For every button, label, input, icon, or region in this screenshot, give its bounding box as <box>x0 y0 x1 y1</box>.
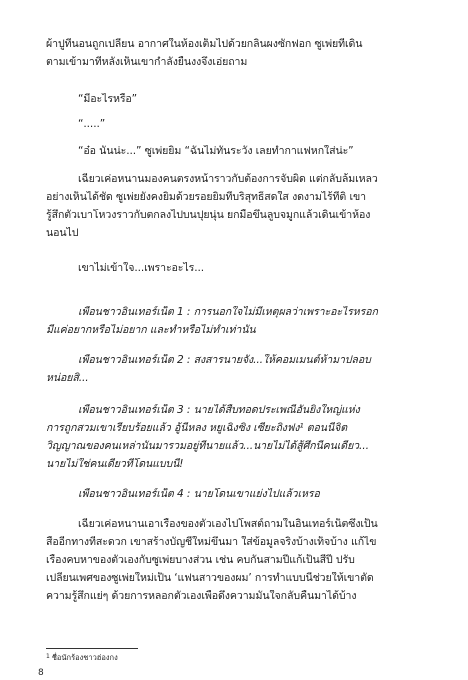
netizen-comment-line: นายไม่ใช่คนเดียวที่โดนแบบนี้! <box>46 458 184 470</box>
text-line: เฉียวเค่อหนานเอาเรื่องของตัวเองไปโพสต์ถามในอินเทอร์เน็ตซึ่งเป็น <box>78 518 378 530</box>
footnote-text: ชื่อนักร้องชาวฮ่องกง <box>51 653 118 662</box>
text-line: เขาไม่เข้าใจ...เพราะอะไร... <box>78 262 205 274</box>
netizen-comment-line: เพื่อนชาวอินเทอร์เน็ต 3 : นายได้สืบทอดประเพณีอันยิ่งใหญ่แห่ง <box>78 404 360 416</box>
text-line: อย่างเห็นได้ชัด ซูเพ่ยยังคงยิ้มด้วยรอยยิ้มที่บริสุทธิ์สดใส งดงามไร้ที่ติ เขา <box>46 191 366 203</box>
footnote-divider <box>46 648 138 649</box>
dialogue-line: “มีอะไรหรือ” <box>78 93 138 105</box>
netizen-comment-line: วิญญาณของคนเหล่านั้นมารวมอยู่ที่นายแล้ว...นายไม่ได้สู้ศึกนี้คนเดียว... <box>46 440 369 452</box>
netizen-comment-line: เพื่อนชาวอินเทอร์เน็ต 1 : การนอกใจไม่มีเหตุผลว่าเพราะอะไรหรอก <box>78 306 378 318</box>
text-line: ผ้าปูที่นอนถูกเปลี่ยน อากาศในห้องเต็มไปด้วยกลิ่นผงซักฟอก ซูเพ่ยที่เดิน <box>46 38 363 50</box>
text-line: ความรู้สึกแย่ๆ ด้วยการหลอกตัวเองเพื่อดึงความมั่นใจกลับคืนมาได้บ้าง <box>46 590 357 602</box>
footnote-marker: 1 <box>46 653 50 660</box>
text-line: นอนไป <box>46 227 79 239</box>
netizen-comment-line: มีแค่อยากหรือไม่อยาก และทำหรือไม่ทำเท่านั้น <box>46 324 256 336</box>
text-line: เปลี่ยนเพศของซูเพ่ยใหม่เป็น ‘แฟนสาวของผม’ การทำแบบนี้ช่วยให้เขาตัด <box>46 572 374 584</box>
netizen-comment-line: หน่อยสิ... <box>46 372 89 384</box>
netizen-comment-line: เพื่อนชาวอินเทอร์เน็ต 2 : สงสารนายจัง...ให้คอมเมนต์ห้ามาปลอบ <box>78 354 371 366</box>
text-line: เฉียวเค่อหนานมองคนตรงหน้าราวกับต้องการจับผิด แต่กลับล้มเหลว <box>78 173 378 185</box>
text-line: ตามเข้ามาทีหลังเห็นเขากำลังยืนงงจึงเอ่ยถาม <box>46 56 248 68</box>
netizen-comment-line: เพื่อนชาวอินเทอร์เน็ต 4 : นายโดนเขาแย่งไปแล้วเหรอ <box>78 488 320 500</box>
page-number: 8 <box>38 668 44 678</box>
text-line: เรื่องคบหาของตัวเองกับซูเพ่ยบางส่วน เช่น คบกันสามปีแก้เป็นสี่ปี ปรับ <box>46 554 355 566</box>
dialogue-line: “อ๋อ นั่นน่ะ...” ซูเพ่ยยิ้ม “ฉันไม่ทันระวัง เลยทำกาแฟหกใส่น่ะ” <box>78 145 354 157</box>
text-line: สื่ออีกทางที่สะดวก เขาสร้างบัญชีใหม่ขึ้นมา ใส่ข้อมูลจริงบ้างเท็จบ้าง แก้ไข <box>46 536 377 548</box>
dialogue-line: “.....” <box>78 118 106 130</box>
netizen-comment-line: การถูกสวมเขาเรียบร้อยแล้ว อู้นีหลง หยูเฉิงซิ่ง เซียะถิงฟง¹ ตอนนี้จิต <box>46 422 347 434</box>
footnote <box>46 652 118 663</box>
text-line: รู้สึกตัวเบาโหวงราวกับตกลงไปบนปุยนุ่น ยกมือขึ้นลูบจมูกแล้วเดินเข้าห้อง <box>46 209 371 221</box>
